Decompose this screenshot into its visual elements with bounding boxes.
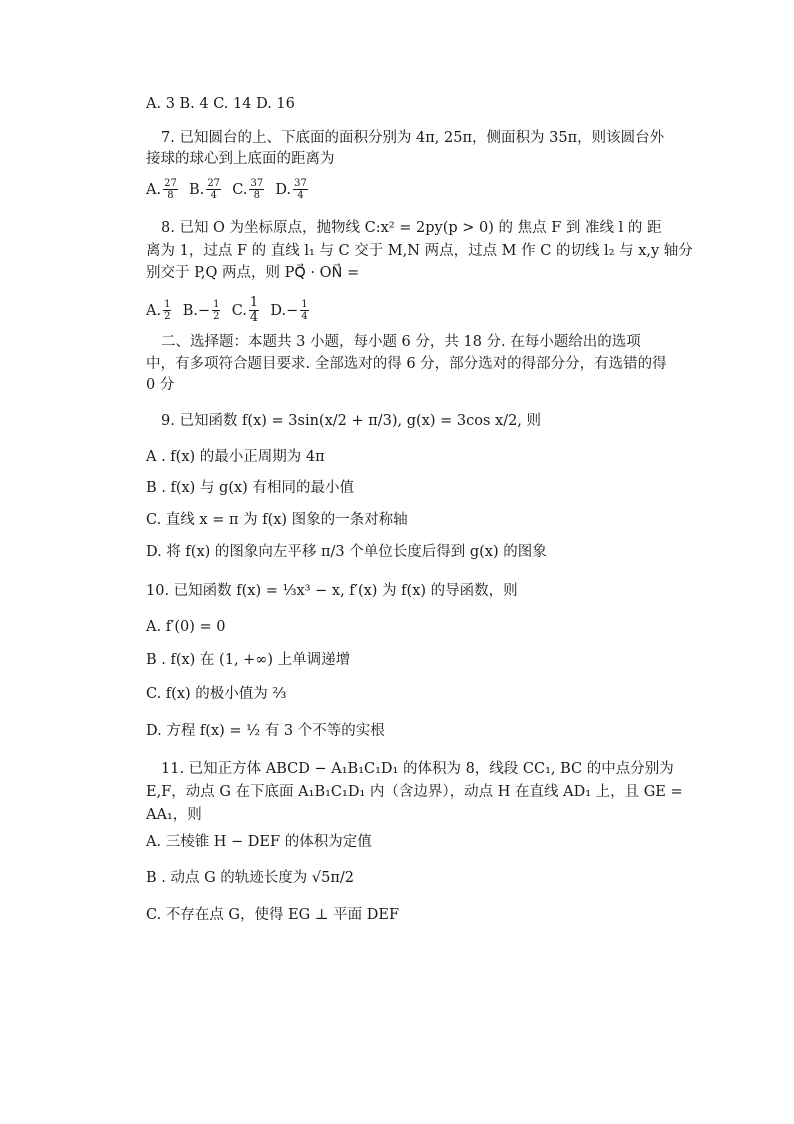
q9-option-d: D. 将 f(x) 的图象向左平移 π/3 个单位长度后得到 g(x) 的图象 — [146, 544, 547, 560]
q10-option-b: B . f(x) 在 (1, +∞) 上单调递增 — [146, 652, 351, 668]
q9-option-a: A . f(x) 的最小正周期为 4π — [146, 449, 325, 465]
q8-option-d: D.− $\frac{1}{4}$ — [270, 299, 308, 322]
q8-option-a: A. $\frac{1}{2}$ — [146, 299, 171, 322]
q11-stem-line2: E,F，动点 G 在下底面 A₁B₁C₁D₁ 内（含边界），动点 H 在直线 AD₁ 上，且 GE = — [146, 784, 683, 800]
q8-stem-line3: 别交于 P,Q 两点，则 PQ⃗ · ON⃗ = — [146, 265, 360, 281]
section2-heading-line3: 0 分 — [146, 377, 175, 393]
q10-option-c: C. f(x) 的极小值为 ⅔ — [146, 686, 287, 702]
q9-option-b: B . f(x) 与 g(x) 有相同的最小值 — [146, 480, 354, 496]
q11-stem-line1: 11. 已知正方体 ABCD − A₁B₁C₁D₁ 的体积为 8，线段 CC₁, BC 的中点分别为 — [161, 761, 674, 777]
q10-option-d: D. 方程 f(x) = ½ 有 3 个不等的实根 — [146, 723, 385, 739]
section2-heading-line1: 二、选择题：本题共 3 小题，每小题 6 分，共 18 分. 在每小题给出的选项 — [161, 334, 641, 350]
q7-option-d: D. $\frac{37}{4}$ — [275, 178, 307, 201]
q8-option-b: B.− $\frac{1}{2}$ — [182, 299, 220, 322]
q8-options — [146, 296, 311, 325]
q11-stem-line3: AA₁，则 — [146, 807, 202, 823]
q6-options: A. 3 B. 4 C. 14 D. 16 — [146, 96, 295, 112]
q7-option-a: A. $\frac{27}{8}$ — [146, 178, 177, 201]
q7-stem-line2: 接球的球心到上底面的距离为 — [146, 151, 335, 167]
q7-options — [146, 178, 310, 201]
q8-stem-line1: 8. 已知 O 为坐标原点，抛物线 C:x² = 2py(p > 0) 的 焦点 F 到 准线 l 的 距 — [161, 220, 662, 236]
q11-option-c: C. 不存在点 G，使得 EG ⊥ 平面 DEF — [146, 907, 399, 923]
q11-option-a: A. 三棱锥 H − DEF 的体积为定值 — [146, 834, 372, 850]
q9-stem: 9. 已知函数 f(x) = 3sin(x/2 + π/3), g(x) = 3cos x/2, 则 — [161, 413, 542, 429]
section2-heading-line2: 中，有多项符合题目要求. 全部选对的得 6 分，部分选对的得部分分，有选错的得 — [146, 356, 667, 372]
q7-stem-line1: 7. 已知圆台的上、下底面的面积分别为 4π, 25π，侧面积为 35π，则该圆台外 — [161, 130, 665, 146]
q9-option-c: C. 直线 x = π 为 f(x) 图象的一条对称轴 — [146, 512, 408, 528]
q10-option-a: A. f′(0) = 0 — [146, 619, 226, 635]
q8-stem-line2: 离为 1，过点 F 的 直线 l₁ 与 C 交于 M,N 两点，过点 M 作 C 的切线 l₂ 与 x,y 轴分 — [146, 243, 693, 259]
q10-stem: 10. 已知函数 f(x) = ⅓x³ − x, f′(x) 为 f(x) 的导函数，则 — [146, 583, 518, 599]
q8-option-c: C. $\frac{1}{4}$ — [231, 295, 259, 325]
q7-option-b: B. $\frac{27}{4}$ — [189, 178, 221, 201]
q7-option-c: C. $\frac{37}{8}$ — [232, 178, 264, 201]
q11-option-b: B . 动点 G 的轨迹长度为 √5π/2 — [146, 870, 354, 886]
